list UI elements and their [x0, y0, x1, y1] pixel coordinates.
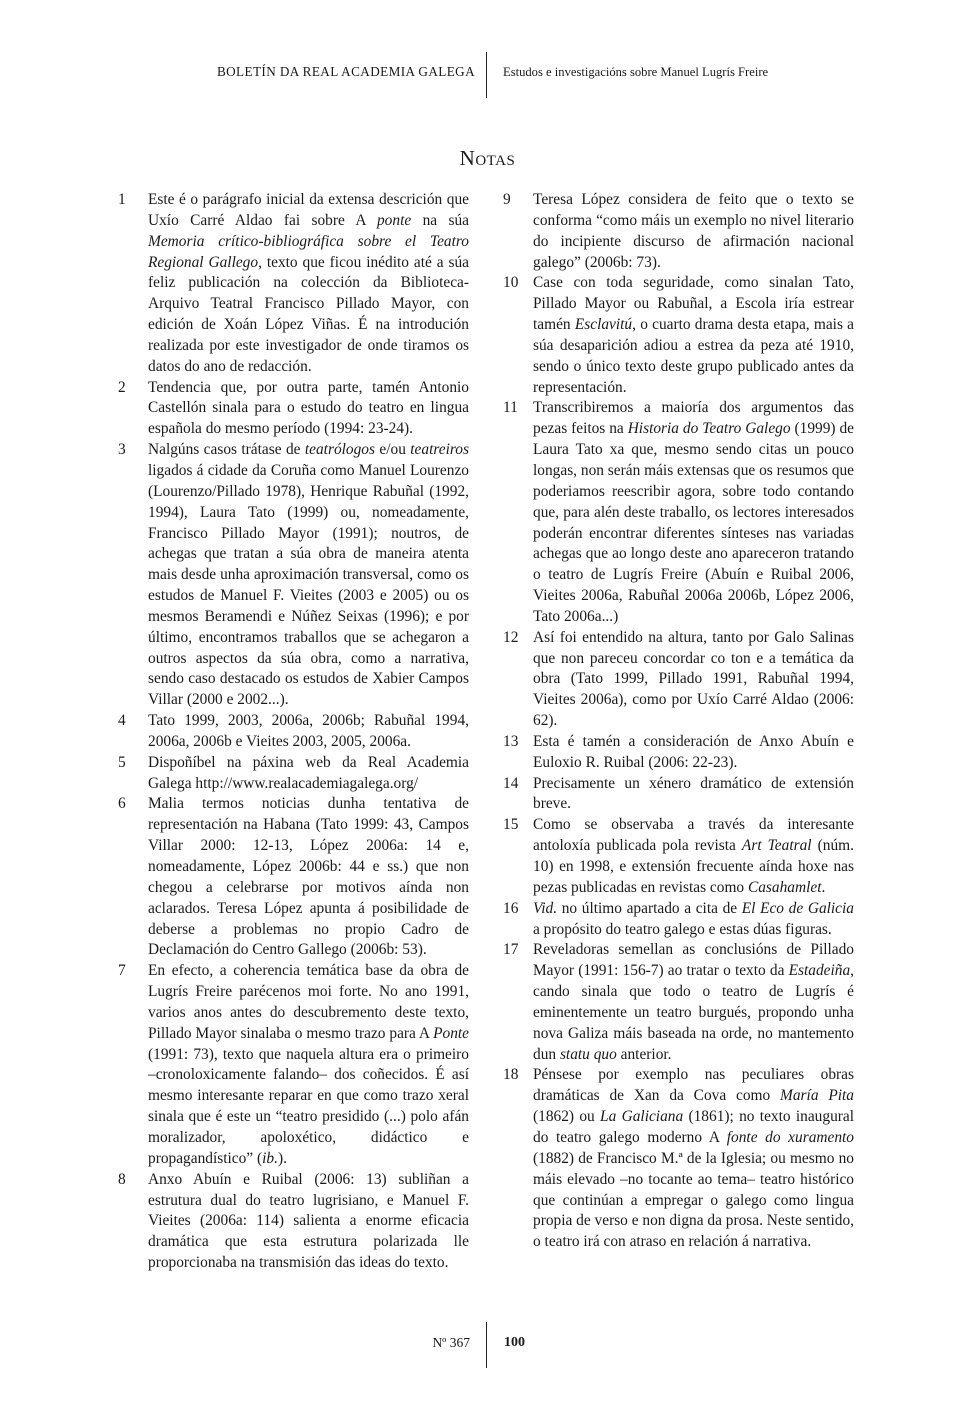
- footnote: [118, 961, 469, 1169]
- footnote-text: Malia termos noticias dunha tentativa de representación na Habana (Tato 1999: 43, Campos Villar 2000: 12-13, López 2006a: 14 e, nomeadamente, López 2006b: 44 e ss.) que non chegou a celebrarse por motivos aínda non aclarados. Teresa López apunta á posibilidade de deberse a problemas no propio Cadro de Declamación do Centro Gallego (2006b: 53).: [148, 795, 469, 959]
- footnote-number: 2: [118, 378, 126, 396]
- running-header: [0, 52, 975, 98]
- footnote: [118, 753, 469, 795]
- footnote: [118, 794, 469, 961]
- footnote: [503, 273, 854, 398]
- journal-title: BOLETÍN DA REAL ACADEMIA GALEGA: [216, 64, 475, 79]
- footnote: [503, 732, 854, 774]
- section-title: Estudos e investigacións sobre Manuel Lugrís Freire: [503, 65, 769, 79]
- issue-number: Nº 367: [432, 1335, 470, 1350]
- footnote-text: Como se observaba a través da interesante antoloxía publicada pola revista Art Teatral (núm. 10) en 1998, e extensión frecuente aínda hoxe nas pezas publicadas en revistas como Casahamlet.: [533, 816, 854, 896]
- footnote-number: 15: [503, 816, 519, 834]
- footnote: [503, 1065, 854, 1253]
- footnote: [118, 711, 469, 753]
- footnote-text: Dispoñíbel na páxina web da Real Academia Galega http://www.realacademiagalega.org/: [148, 753, 469, 792]
- page-number: 100: [504, 1335, 525, 1350]
- footnote-number: 4: [118, 712, 126, 730]
- notes-column-right: [503, 190, 854, 1253]
- footnote: [503, 628, 854, 732]
- running-footer: [0, 1322, 975, 1368]
- footnote-number: 3: [118, 441, 126, 459]
- footnote: [503, 398, 854, 627]
- footnote-number: 1: [118, 191, 126, 208]
- footnote-number: 7: [118, 962, 126, 980]
- footnote: [118, 440, 469, 711]
- footnote-number: 14: [503, 774, 519, 792]
- footnote-number: 8: [118, 1170, 126, 1188]
- footnote-text: Vid. no último apartado a cita de El Eco de Galicia a propósito do teatro galego e estas dúas figuras.: [533, 899, 854, 938]
- footnote-number: 17: [503, 941, 519, 959]
- footnote-text: Case con toda seguridade, como sinalan Tato, Pillado Mayor ou Rabuñal, a Escola iría estrear tamén Esclavitú, o cuarto drama desta etapa, mais a súa desaparición adiou a estrea da peza até 1910, sendo o único texto deste grupo publicado antes da representación.: [533, 274, 854, 396]
- footnote: [118, 378, 469, 441]
- footnote-number: 10: [503, 274, 519, 292]
- footnote: [503, 815, 854, 898]
- footnote-number: 18: [503, 1066, 519, 1084]
- footnote-text: En efecto, a coherencia temática base da obra de Lugrís Freire parécenos moi forte. No ano 1991, varios anos antes do descubremento deste texto, Pillado Mayor sinalaba o mesmo trazo para A Ponte (1991: 73), texto que naquela altura era o primeiro –cronoloxicamente falando– dos coñecidos. É así mesmo interesante reparar en que como trazo xeral sinala que é este un “teatro presidido (...) polo afán moralizador, apoloxético, didáctico e propagandístico” (ib.).: [148, 962, 469, 1167]
- footnote-text: Precisamente un xénero dramático de extensión breve.: [533, 774, 854, 813]
- footnote: [503, 774, 854, 816]
- footnote-text: Tato 1999, 2003, 2006a, 2006b; Rabuñal 1994, 2006a, 2006b e Vieites 2003, 2005, 2006a.: [148, 712, 469, 750]
- footnote: [118, 190, 469, 378]
- footnote-number: 11: [503, 399, 518, 417]
- notes-column-left: [118, 190, 469, 1274]
- footnote-text: Reveladoras semellan as conclusións de Pillado Mayor (1991: 156-7) ao tratar o texto da Estadeiña, cando sinala que todo o teatro de Lugrís é eminentemente un teatro burgués, propondo unha nova Galiza máis baseada na orde, no mantemento dun statu quo anterior.: [533, 941, 854, 1063]
- footnote-number: 13: [503, 732, 519, 750]
- footnote: [503, 899, 854, 941]
- header-divider: [486, 52, 487, 98]
- footnote-number: 16: [503, 899, 519, 917]
- footnote-text: Esta é tamén a consideración de Anxo Abuín e Euloxio R. Ruibal (2006: 22-23).: [533, 732, 854, 771]
- footnote-text: Teresa López considera de feito que o texto se conforma “como máis un exemplo no nivel literario do incipiente discurso de afirmación nacional galego” (2006b: 73).: [533, 191, 854, 271]
- footnote-number: 9: [503, 191, 511, 208]
- footnote-text: Tendencia que, por outra parte, tamén Antonio Castellón sinala para o estudo do teatro en lingua española do mesmo período (1994: 23-24).: [148, 378, 469, 438]
- footnote: [118, 1170, 469, 1274]
- footnote-text: Nalgúns casos trátase de teatrólogos e/ou teatreiros ligados á cidade da Coruña como Manuel Lourenzo (Lourenzo/Pillado 1978), Henrique Rabuñal (1992, 1994), Laura Tato (1999) ou, nomeadamente, Francisco Pillado Mayor (1991); noutros, de achegas que tratan a súa obra de maneira atenta mais desde unha aproximación transversal, como os estudos de Manuel F. Vieites (2003 e 2005) ou os mesmos Beramendi e Núñez Seixas (1996); e por último, encontramos traballos que se achegaron a outros aspectos da súa obra, como a narrativa, sendo caso destacado os estudos de Xabier Campos Villar (2000 e 2002...).: [148, 441, 469, 709]
- footnote-number: 5: [118, 753, 126, 771]
- footnote-text: Anxo Abuín e Ruibal (2006: 13) subliñan a estrutura dual do teatro lugrisiano, e Manuel F. Vieites (2006a: 114) salienta a enorme eficacia dramática que esta estrutura polarizada lle proporcionaba na transmisión das ideas do texto.: [148, 1170, 469, 1272]
- footnote-text: Transcribiremos a maioría dos argumentos das pezas feitos na Historia do Teatro Galego (1999) de Laura Tato xa que, mesmo sendo citas un pouco longas, non serán máis extensas que os resumos que poderiamos reescribir agora, sobre todo contando que, para alén deste traballo, os lectores interesados poderán encontrar diferentes sínteses nas variadas achegas que ao longo deste ano apareceron tratando o teatro de Lugrís Freire (Abuín e Ruibal 2006, Vieites 2006a, Rabuñal 2006a 2006b, López 2006, Tato 2006a...): [533, 399, 855, 625]
- footer-divider: [486, 1322, 487, 1368]
- footnote: [503, 940, 854, 1065]
- footnote-text: Este é o parágrafo inicial da extensa descrición que Uxío Carré Aldao fai sobre A ponte na súa Memoria crítico-bibliográfica sobre el Teatro Regional Gallego, texto que ficou inédito até a súa feliz publicación na colección da Biblioteca-Arquivo Teatral Francisco Pillado Mayor, con edición de Xoán López Viñas. É na introdución realizada por este investigador de onde tiramos os datos do ano de redacción.: [148, 191, 470, 375]
- footnote-text: Pénsese por exemplo nas peculiares obras dramáticas de Xan da Cova como María Pita (1862) ou La Galiciana (1861); no texto inaugural do teatro galego moderno A fonte do xuramento (1882) de Francisco M.ª de la Iglesia; ou mesmo no máis elevado –no tocante ao tema– teatro histórico que continúan a empregar o galego como lingua propia de verso e non digna da prosa. Neste sentido, o teatro irá con atraso en relación á narrativa.: [533, 1066, 855, 1251]
- footnote-number: 12: [503, 628, 519, 646]
- footnote-number: 6: [118, 795, 126, 813]
- page-title: Notas: [459, 146, 516, 170]
- footnote: [503, 190, 854, 273]
- footnote-text: Así foi entendido na altura, tanto por Galo Salinas que non pareceu concordar co ton e a temática da obra (Tato 1999, Pillado 1991, Rabuñal 1994, Vieites 2006a), como por Uxío Carré Aldao (2006: 62).: [533, 628, 854, 730]
